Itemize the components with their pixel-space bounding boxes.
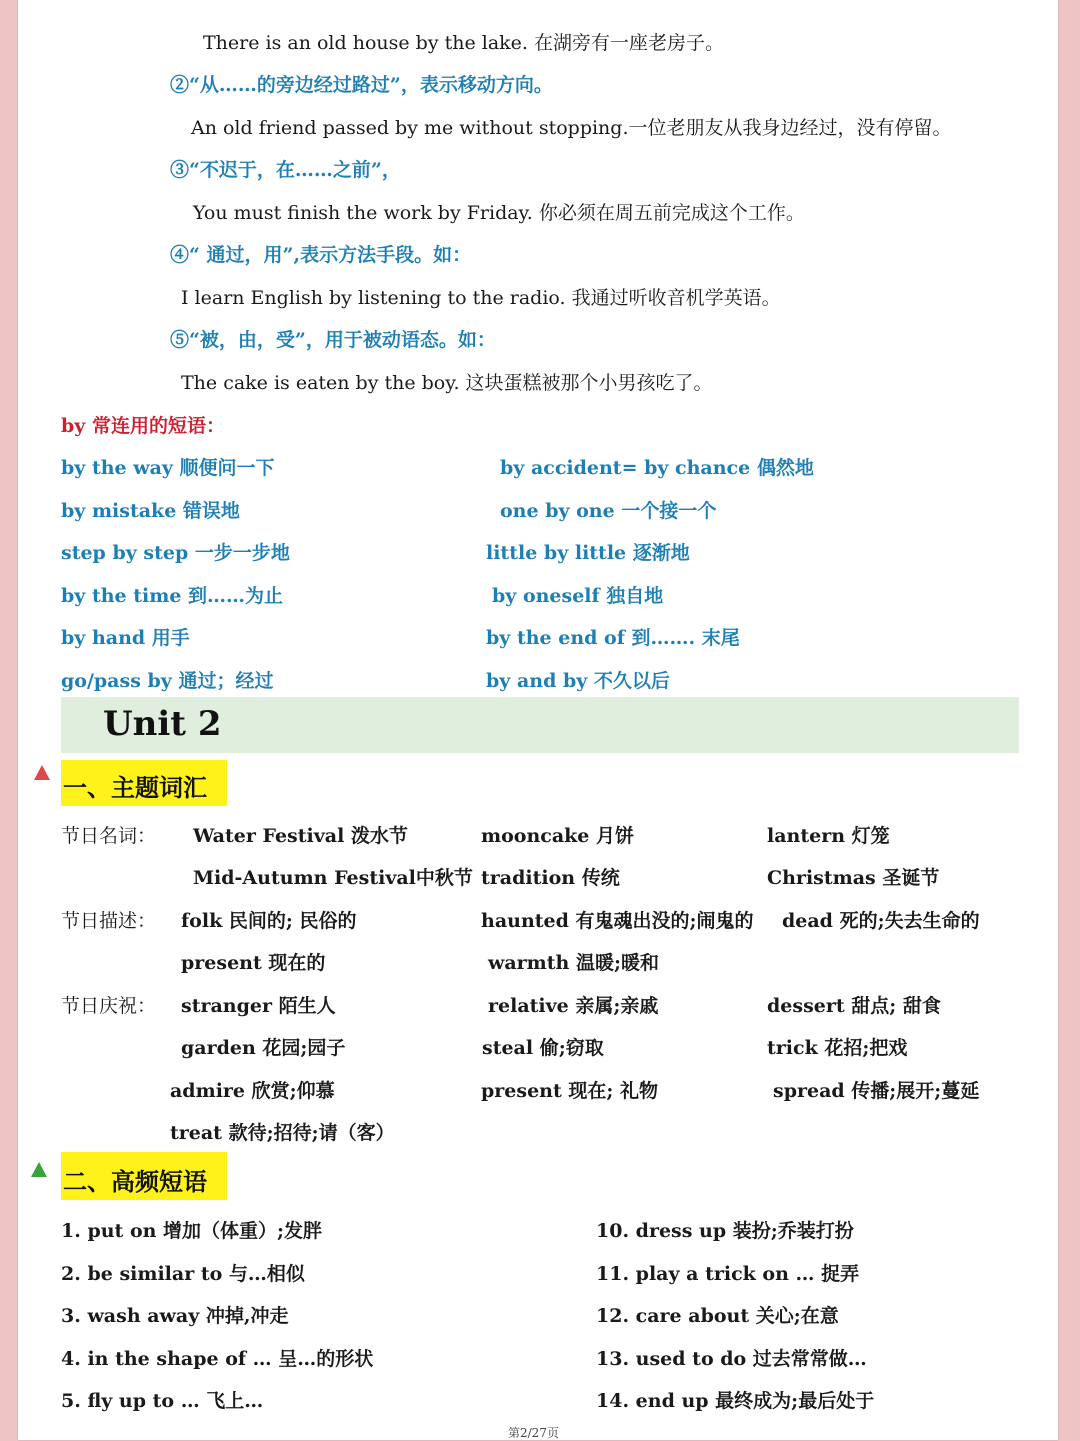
phrase-item: by oneself 独自地	[492, 585, 664, 607]
phrase-item: by the way 顺便问一下	[61, 457, 275, 479]
vocab-item: lantern 灯笼	[767, 825, 890, 847]
example-sentence: I learn English by listening to the radio. 我通过听收音机学英语。	[181, 287, 781, 309]
phrase-item: by the end of 到……. 末尾	[486, 627, 740, 649]
vocab-item: folk 民间的; 民俗的	[181, 910, 357, 932]
phrase-item: by the time 到……为止	[61, 585, 284, 607]
vocab-item: trick 花招;把戏	[767, 1037, 908, 1059]
meaning-line: ③“不迟于，在……之前”，	[170, 159, 401, 181]
phrase-item: 1. put on 增加（体重）;发胖	[61, 1220, 323, 1242]
section-title: 二、高频短语	[63, 1168, 207, 1196]
vocab-item: present 现在; 礼物	[481, 1080, 659, 1102]
vocab-category: 节日名词：	[61, 825, 157, 847]
phrase-item: 14. end up 最终成为;最后处于	[596, 1390, 875, 1412]
vocab-item: present 现在的	[181, 952, 326, 974]
vocab-category: 节日描述：	[61, 910, 157, 932]
triangle-marker-icon	[34, 765, 50, 780]
vocab-item: relative 亲属;亲戚	[488, 995, 659, 1017]
vocab-item: Mid-Autumn Festival中秋节	[193, 867, 473, 889]
vocab-item: stranger 陌生人	[181, 995, 336, 1017]
phrase-item: one by one 一个接一个	[500, 500, 717, 522]
unit-title: Unit 2	[103, 704, 222, 744]
meaning-line: ②“从……的旁边经过路过”，表示移动方向。	[170, 74, 553, 96]
section-title: 一、主题词汇	[63, 774, 207, 802]
phrase-item: step by step 一步一步地	[61, 542, 290, 564]
example-sentence: An old friend passed by me without stopping.一位老朋友从我身边经过，没有停留。	[191, 117, 952, 139]
triangle-marker-icon	[31, 1162, 47, 1177]
phrase-item: by accident= by chance 偶然地	[500, 457, 814, 479]
meaning-line: ④“ 通过，用”,表示方法手段。如：	[170, 244, 472, 266]
vocab-item: dead 死的;失去生命的	[782, 910, 980, 932]
vocab-item: warmth 温暖;暖和	[488, 952, 660, 974]
phrase-item: by and by 不久以后	[486, 670, 670, 692]
vocab-item: dessert 甜点; 甜食	[767, 995, 941, 1017]
phrase-item: 11. play a trick on … 捉弄	[596, 1263, 860, 1285]
vocab-item: treat 款待;招待;请（客）	[170, 1122, 395, 1144]
phrase-item: go/pass by 通过；经过	[61, 670, 274, 692]
phrase-item: 2. be similar to 与…相似	[61, 1263, 305, 1285]
phrase-item: by mistake 错误地	[61, 500, 240, 522]
meaning-line: ⑤“被，由，受”，用于被动语态。如：	[170, 329, 496, 351]
vocab-item: haunted 有鬼魂出没的;闹鬼的	[481, 910, 754, 932]
vocab-category: 节日庆祝：	[61, 995, 157, 1017]
example-sentence: The cake is eaten by the boy. 这块蛋糕被那个小男孩吃了。	[181, 372, 713, 394]
vocab-item: spread 传播;展开;蔓延	[773, 1080, 980, 1102]
example-sentence: You must finish the work by Friday. 你必须在周五前完成这个工作。	[193, 202, 805, 224]
phrase-item: 13. used to do 过去常常做…	[596, 1348, 867, 1370]
phrase-item: little by little 逐渐地	[486, 542, 690, 564]
vocab-item: Water Festival 泼水节	[193, 825, 408, 847]
phrases-heading: by 常连用的短语：	[61, 415, 225, 437]
document-page	[18, 0, 1058, 1440]
example-sentence: There is an old house by the lake. 在湖旁有一座老房子。	[203, 32, 724, 54]
page-number: 第2/27页	[508, 1426, 559, 1440]
vocab-item: tradition 传统	[481, 867, 620, 889]
phrase-item: 4. in the shape of … 呈…的形状	[61, 1348, 374, 1370]
vocab-item: admire 欣赏;仰慕	[170, 1080, 335, 1102]
vocab-item: garden 花园;园子	[181, 1037, 346, 1059]
vocab-item: mooncake 月饼	[481, 825, 635, 847]
phrase-item: 12. care about 关心;在意	[596, 1305, 839, 1327]
vocab-item: steal 偷;窃取	[482, 1037, 604, 1059]
phrase-item: 5. fly up to … 飞上…	[61, 1390, 264, 1412]
phrase-item: 10. dress up 装扮;乔装打扮	[596, 1220, 854, 1242]
vocab-item: Christmas 圣诞节	[767, 867, 940, 889]
phrase-item: 3. wash away 冲掉,冲走	[61, 1305, 289, 1327]
phrase-item: by hand 用手	[61, 627, 190, 649]
